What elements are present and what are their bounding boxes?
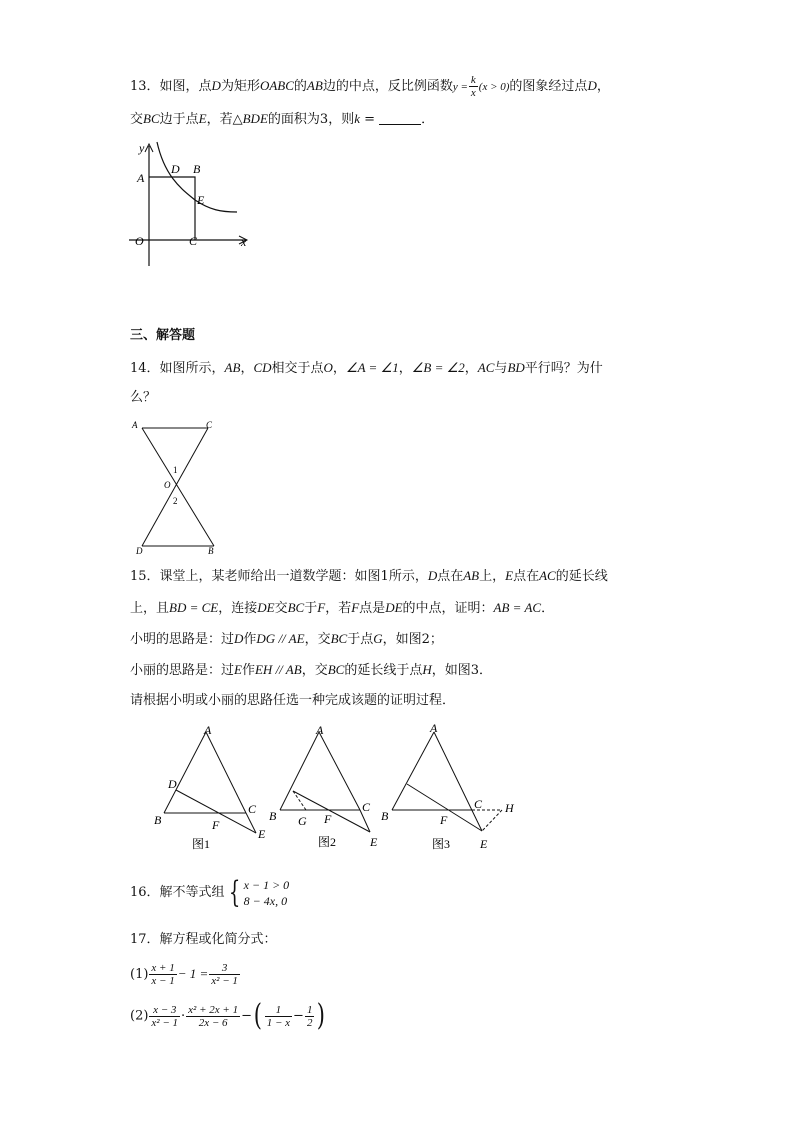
- math-var: D: [211, 78, 221, 93]
- math-var: BD: [507, 360, 525, 375]
- math-var: AC: [477, 360, 495, 375]
- label-O: O: [135, 234, 144, 248]
- label-A: A: [132, 420, 138, 430]
- math-var: F: [351, 600, 360, 615]
- label-C: C: [189, 234, 198, 248]
- q15-figures: [148, 718, 528, 858]
- text: ，: [398, 361, 412, 376]
- text: 的中点，证明：: [402, 601, 494, 616]
- math-expr: AB = AC: [493, 600, 542, 615]
- math-expr: DG // AE: [256, 631, 305, 646]
- segment-AB: [392, 732, 434, 810]
- brace-icon: {: [228, 874, 240, 910]
- q17-part2: [130, 998, 327, 1035]
- math-expr: ∠A = ∠1: [345, 360, 399, 375]
- text: 平行吗？为什: [524, 361, 603, 376]
- math-var: D: [427, 568, 438, 583]
- text: 于点: [347, 632, 374, 647]
- math-var: BC: [143, 111, 160, 126]
- figure-3: [381, 721, 515, 851]
- numerator: x − 3: [149, 1004, 180, 1017]
- text: ，则: [328, 112, 355, 127]
- fraction: [265, 1004, 292, 1029]
- text: 为矩形: [220, 79, 260, 94]
- math-op: −: [293, 1008, 304, 1024]
- fraction: [209, 962, 240, 987]
- text: ，交: [304, 632, 331, 647]
- math-var: AB: [306, 78, 323, 93]
- q17-part1: [130, 958, 241, 991]
- fraction: [469, 74, 478, 99]
- text: ．: [421, 112, 435, 127]
- label-C: C: [362, 800, 371, 814]
- text: 上，: [479, 569, 506, 584]
- label-C: C: [248, 802, 257, 816]
- text: 点是: [359, 601, 386, 616]
- text: 边于点: [159, 112, 199, 127]
- label-A: A: [137, 171, 145, 185]
- math-var: BC: [287, 600, 305, 615]
- math-var: DE: [385, 600, 403, 615]
- answer-blank[interactable]: [379, 111, 421, 125]
- text: ，如图2；: [382, 632, 443, 647]
- text: ，: [332, 361, 346, 376]
- text: ，: [240, 361, 254, 376]
- math-var: E: [505, 568, 514, 583]
- text: 小明的思路是：过: [130, 632, 235, 647]
- denominator: 2: [306, 1016, 313, 1029]
- math-expr: EH // AB: [254, 662, 302, 677]
- label-F: F: [212, 818, 220, 832]
- q13-figure: [125, 138, 260, 268]
- text: 16．解不等式组: [130, 885, 225, 900]
- math-var: BC: [327, 662, 345, 677]
- math-cond: (x > 0): [478, 81, 510, 93]
- text: =: [359, 112, 380, 127]
- text: 小丽的思路是：过: [130, 663, 235, 678]
- math-op: ·: [181, 1008, 186, 1024]
- segment-CD: [142, 428, 208, 546]
- label-E: E: [370, 835, 378, 849]
- label-O: O: [164, 480, 171, 490]
- fraction: [305, 1004, 315, 1029]
- text: 的延长线: [555, 569, 608, 584]
- q17-title: 17．解方程或化简分式：: [130, 932, 277, 947]
- text: 14．如图所示，: [130, 361, 225, 376]
- numerator: 1: [306, 1003, 313, 1016]
- label-2: 2: [173, 496, 178, 506]
- text: 的图象经过点: [509, 79, 588, 94]
- math-op: − 1 =: [177, 966, 209, 981]
- label-D: D: [171, 162, 180, 176]
- numerator: 3: [209, 962, 240, 975]
- text: ，若: [325, 601, 352, 616]
- text: 于: [304, 601, 318, 616]
- fraction: [186, 1004, 240, 1029]
- label-H: H: [505, 801, 514, 815]
- label-G: G: [298, 814, 307, 828]
- q14-figure: [128, 416, 228, 556]
- math-var: E: [198, 111, 207, 126]
- q13-line1: [130, 74, 610, 99]
- label-E: E: [197, 193, 205, 207]
- math-var: k: [354, 111, 360, 126]
- math-var: BC: [330, 631, 348, 646]
- q15-line5: 请根据小明或小丽的思路任选一种完成该题的证明过程．: [130, 693, 456, 708]
- text: ，连接: [218, 601, 258, 616]
- math-var: AB: [463, 568, 480, 583]
- label-E: E: [258, 827, 266, 841]
- math-var: CD: [253, 360, 272, 375]
- math-var: AB: [224, 360, 241, 375]
- math-var: DE: [257, 600, 275, 615]
- text: ，交: [301, 663, 328, 678]
- inequality-system: [244, 877, 290, 909]
- caption-fig2: 图2: [318, 835, 337, 849]
- denominator: x: [470, 87, 476, 99]
- segment-AB: [280, 732, 319, 810]
- numerator: k: [470, 74, 476, 86]
- q16-line: [130, 876, 289, 910]
- text: 相交于点: [271, 361, 324, 376]
- text: 作: [241, 663, 255, 678]
- math-var: E: [234, 662, 242, 677]
- segment-AB: [142, 428, 214, 546]
- denominator: 2x − 6: [198, 1016, 228, 1029]
- label-C: C: [474, 797, 483, 811]
- label-1: 1: [173, 465, 178, 475]
- label-D: D: [136, 546, 143, 556]
- segment-AB: [164, 732, 206, 813]
- label-x: x: [241, 235, 247, 249]
- label-E: E: [480, 837, 488, 851]
- math-op: −: [241, 1008, 252, 1024]
- right-paren-icon: ): [317, 998, 326, 1033]
- section-title: 三、解答题: [130, 328, 196, 343]
- segment-EH-dashed: [482, 810, 502, 831]
- label-A: A: [316, 723, 324, 737]
- q13-line2: [130, 110, 434, 129]
- q15-line3: [130, 630, 443, 649]
- segment-DG-dashed: [293, 791, 306, 810]
- math-num: 3: [319, 112, 329, 127]
- text: 的延长线于点: [344, 663, 423, 678]
- text: 上，且: [130, 601, 170, 616]
- q15-line4: [130, 661, 492, 680]
- label-B: B: [154, 813, 162, 827]
- text: 的: [293, 79, 307, 94]
- figure-2: [269, 723, 378, 849]
- denominator: x² − 1: [211, 975, 238, 987]
- caption-fig3: 图3: [432, 837, 451, 851]
- label-C: C: [206, 420, 213, 430]
- fraction: [149, 962, 176, 987]
- text: 交: [130, 112, 144, 127]
- math-var: H: [422, 662, 432, 677]
- math-expr: ∠B = ∠2: [411, 360, 465, 375]
- math-expr: BD = CE: [169, 600, 219, 615]
- label-D: D: [168, 777, 177, 791]
- denominator: x − 1: [151, 975, 175, 987]
- text: 点在: [437, 569, 464, 584]
- text: 点在: [513, 569, 540, 584]
- text: 与: [494, 361, 508, 376]
- math-var: D: [234, 631, 244, 646]
- caption-fig1: 图1: [192, 837, 211, 851]
- text: ，: [596, 79, 610, 94]
- text: 13．如图，点: [130, 79, 212, 94]
- label-B: B: [381, 809, 389, 823]
- math-var: F: [317, 600, 326, 615]
- math-var: BDE: [242, 111, 268, 126]
- math-var: AC: [539, 568, 556, 583]
- label-A: A: [430, 721, 438, 735]
- q15-line2: [130, 599, 554, 618]
- label-B: B: [193, 162, 201, 176]
- text: ．: [541, 601, 555, 616]
- text: 的面积为: [267, 112, 320, 127]
- denominator: x² − 1: [151, 1016, 179, 1029]
- text: 作: [243, 632, 257, 647]
- label-F: F: [440, 813, 448, 827]
- numerator: x + 1: [151, 962, 175, 974]
- fraction: [149, 1004, 180, 1029]
- q14-line1: [130, 359, 603, 378]
- text: 交: [274, 601, 288, 616]
- segment-AC: [206, 732, 246, 813]
- segment-AC: [319, 732, 360, 810]
- inequality-1: x − 1 > 0: [243, 877, 290, 892]
- q15-line1: [130, 567, 608, 586]
- left-paren-icon: (: [253, 998, 262, 1033]
- text: 边的中点，反比例函数: [322, 79, 453, 94]
- text: 15．课堂上，某老师给出一道数学题：如图1所示，: [130, 569, 428, 584]
- math-var: D: [587, 78, 597, 93]
- text: ，: [464, 361, 478, 376]
- label-B: B: [269, 809, 277, 823]
- math-var: G: [373, 631, 383, 646]
- math-func: y =: [452, 81, 468, 93]
- part-label: (1): [130, 967, 149, 982]
- label-y: y: [139, 141, 145, 155]
- inequality-2: 8 − 4x, 0: [243, 893, 288, 908]
- text: ，如图3．: [431, 663, 493, 678]
- label-B: B: [208, 546, 214, 556]
- label-F: F: [324, 812, 332, 826]
- math-var: O: [323, 360, 333, 375]
- part-label: (2): [130, 1008, 149, 1024]
- math-var: OABC: [259, 78, 294, 93]
- numerator: x² + 2x + 1: [188, 1003, 239, 1016]
- numerator: 1: [265, 1004, 292, 1017]
- text: ，若△: [206, 112, 243, 127]
- denominator: 1 − x: [266, 1016, 291, 1029]
- figure-1: [154, 723, 266, 851]
- rectangle-OABC: [149, 177, 195, 240]
- q14-line2: 么？: [130, 390, 157, 405]
- label-A: A: [204, 723, 212, 737]
